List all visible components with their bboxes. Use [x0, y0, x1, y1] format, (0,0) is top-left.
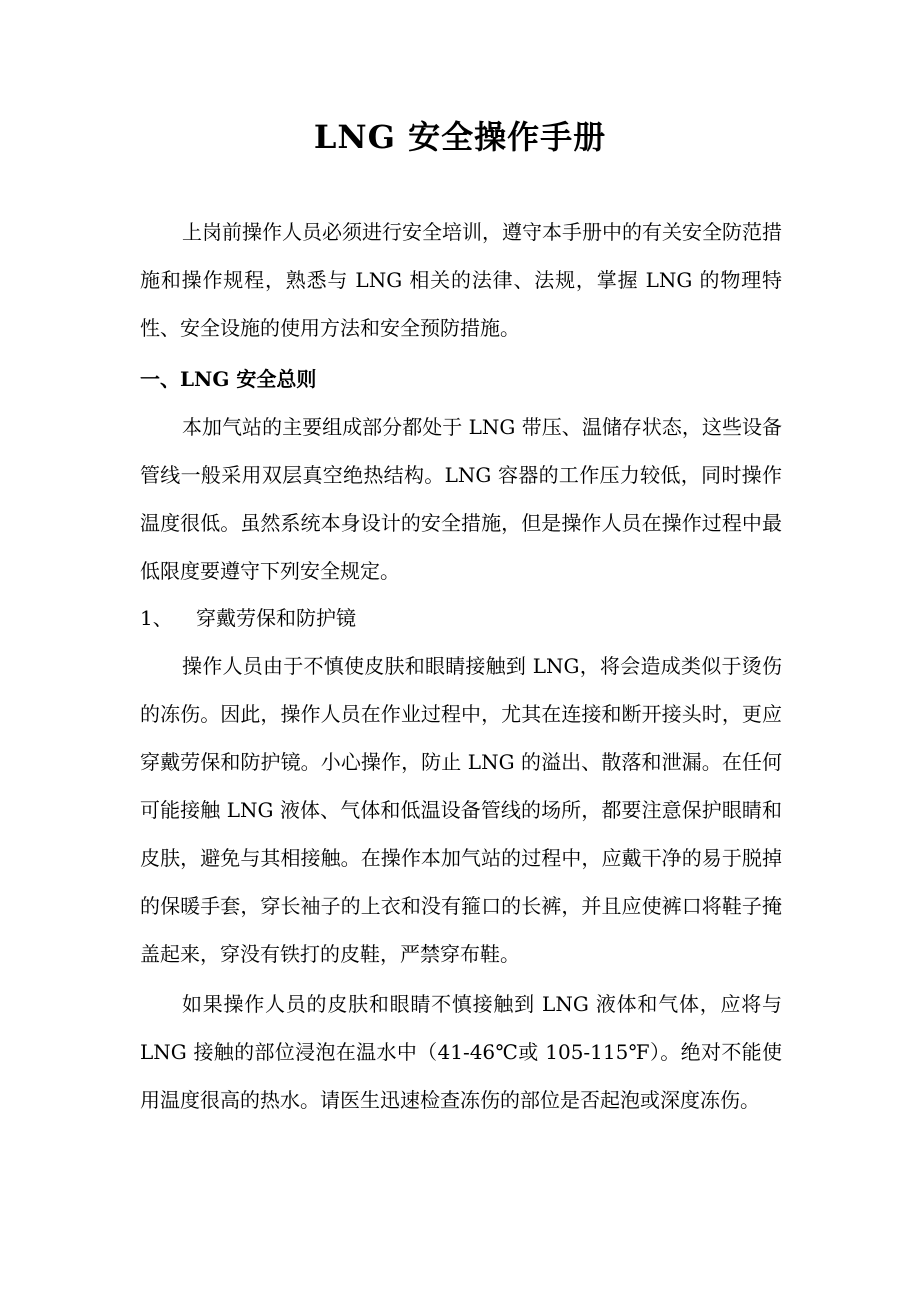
frostbite-treatment-paragraph: 如果操作人员的皮肤和眼睛不慎接触到 LNG 液体和气体，应将与 LNG 接触的部位浸泡在温水中（41-46℃或 105-115℉）。绝对不能使用温度很高的热水。请医生迅速检查冻伤的部位是否起泡或深度冻伤。 [140, 992, 782, 1112]
numbered-item-protective-gear [140, 594, 782, 642]
section-heading-general-rules: 一、LNG 安全总则 [140, 367, 317, 391]
intro-paragraph: 上岗前操作人员必须进行安全培训，遵守本手册中的有关安全防范措施和操作规程，熟悉与 LNG 相关的法律、法规，掌握 LNG 的物理特性、安全设施的使用方法和安全预防措施。 [140, 220, 782, 340]
item-label: 穿戴劳保和防护镜 [196, 606, 356, 630]
item-number: 1、 [140, 606, 173, 630]
general-rules-paragraph: 本加气站的主要组成部分都处于 LNG 带压、温储存状态，这些设备管线一般采用双层真空绝热结构。LNG 容器的工作压力较低，同时操作温度很低。虽然系统本身设计的安全措施，但是操作人员在操作过程中最低限度要遵守下列安全规定。 [140, 415, 782, 583]
protective-gear-paragraph: 操作人员由于不慎使皮肤和眼睛接触到 LNG，将会造成类似于烫伤的冻伤。因此，操作人员在作业过程中，尤其在连接和断开接头时，更应穿戴劳保和防护镜。小心操作，防止 LNG 的溢出、散落和泄漏。在任何可能接触 LNG 液体、气体和低温设备管线的场所，都要注意保护眼睛和皮肤，避免与其相接触。在操作本加气站的过程中，应戴干净的易于脱掉的保暖手套，穿长袖子的上衣和没有箍口的长裤，并且应使裤口将鞋子掩盖起来，穿没有铁打的皮鞋，严禁穿布鞋。 [140, 654, 782, 966]
document-title: LNG 安全操作手册 [313, 118, 607, 156]
